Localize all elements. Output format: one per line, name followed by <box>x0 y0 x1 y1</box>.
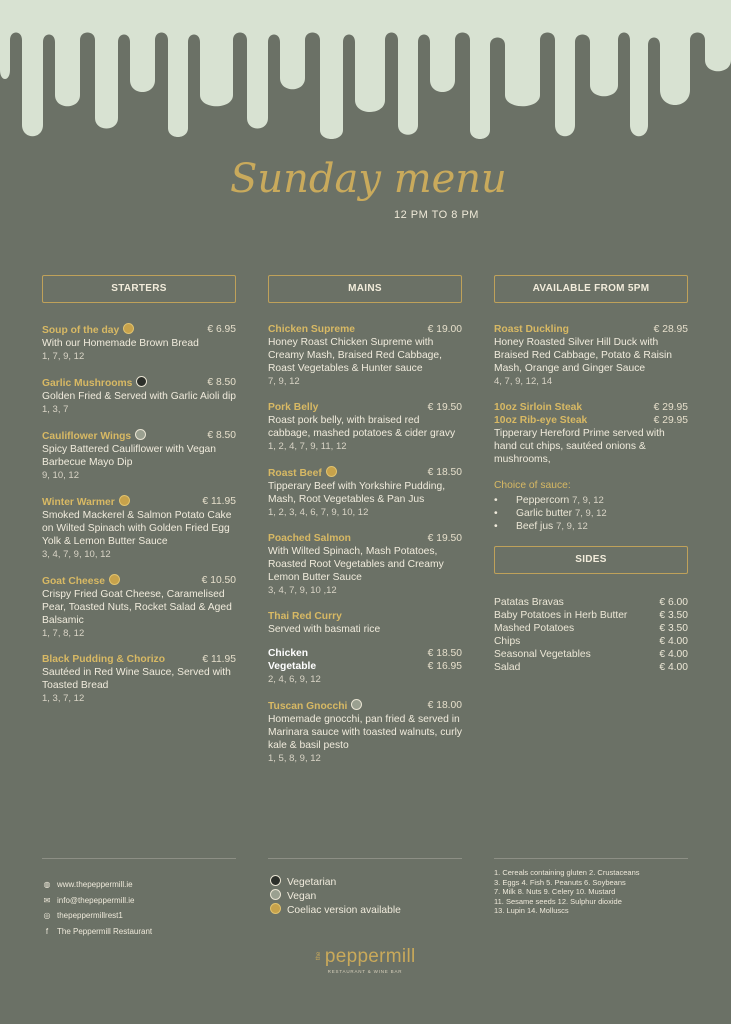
sauce-choice-title: Choice of sauce: <box>494 480 571 491</box>
menu-item <box>42 376 236 416</box>
contact-links <box>42 877 152 939</box>
coeliac-icon <box>326 466 337 477</box>
item-allergens: 1, 2, 3, 4, 6, 7, 9, 10, 12 <box>268 507 369 518</box>
side-item <box>494 609 688 622</box>
vegan-icon <box>270 889 281 900</box>
menu-item <box>42 323 236 363</box>
vegan-icon <box>351 699 362 710</box>
item-allergens: 4, 7, 9, 12, 14 <box>494 376 553 387</box>
footer-divider <box>268 858 462 859</box>
item-allergens: 7, 9, 12 <box>268 376 300 387</box>
item-name: Roast Duckling <box>494 324 569 335</box>
legend-item: Vegan <box>268 889 401 903</box>
menu-hours: 12 PM TO 8 PM <box>394 209 479 221</box>
facebook-icon: f <box>45 926 49 936</box>
starters-heading: STARTERS <box>42 275 236 303</box>
item-price: € 18.50 <box>427 467 462 478</box>
globe-icon: ◍ <box>43 880 51 889</box>
item-name: Soup of the day <box>42 325 120 336</box>
peppermill-logo: the peppermill RESTAURANT & WINE BAR <box>315 946 416 974</box>
allergen-line: 13. Lupin 14. Molluscs <box>494 906 569 916</box>
item-name: Pork Belly <box>268 402 319 413</box>
available-from-5pm-column <box>494 275 688 674</box>
sauce-option: • Peppercorn 7, 9, 12 <box>494 494 688 507</box>
coeliac-icon <box>270 903 281 914</box>
side-item <box>494 635 688 648</box>
item-description: Homemade gnocchi, pan fried & served in Marinara sauce with toasted walnuts, curly kale & basil pesto <box>268 714 463 751</box>
item-price: € 8.50 <box>207 430 236 441</box>
menu-item <box>42 653 236 705</box>
steak-name: 10oz Sirloin Steak <box>494 402 583 413</box>
available-heading: AVAILABLE FROM 5PM <box>494 275 688 303</box>
menu-item <box>42 429 236 482</box>
instagram-link[interactable]: ◎ thepeppermillrest1 <box>42 908 152 924</box>
item-description: Spicy Battered Cauliflower with Vegan Barbecue Mayo Dip <box>42 444 216 468</box>
website-link[interactable]: ◍ www.thepeppermill.ie <box>42 877 152 893</box>
item-price: € 10.50 <box>201 575 236 586</box>
side-item <box>494 648 688 661</box>
item-description: Golden Fried & Served with Garlic Aioli dip <box>42 391 237 402</box>
side-item <box>494 661 688 674</box>
coeliac-icon <box>119 495 130 506</box>
side-price: € 3.50 <box>659 610 688 621</box>
item-name: Poached Salmon <box>268 533 351 544</box>
item-allergens: 1, 7, 9, 12 <box>42 351 85 362</box>
envelope-icon: ✉ <box>43 895 51 905</box>
menu-item <box>268 323 462 388</box>
item-description: Crispy Fried Goat Cheese, Caramelised Pear, Toasted Nuts, Rocket Salad & Aged Balsamic <box>42 589 232 626</box>
allergen-key <box>494 868 640 916</box>
side-price: € 4.00 <box>659 636 688 647</box>
side-price: € 3.50 <box>659 623 688 634</box>
footer-divider <box>494 858 688 859</box>
item-description: Tipperary Beef with Yorkshire Pudding, Mash, Root Vegetables & Pan Jus <box>268 481 446 505</box>
starters-column <box>42 275 236 718</box>
sauce-list <box>494 494 688 533</box>
item-price: € 11.95 <box>202 654 236 665</box>
steak-item <box>494 401 688 533</box>
side-name: Baby Potatoes in Herb Butter <box>494 610 628 621</box>
menu-item <box>268 610 462 636</box>
item-description: With Wilted Spinach, Mash Potatoes, Roasted Root Vegetables and Creamy Lemon Butter Sauce <box>268 546 444 583</box>
item-price: € 8.50 <box>207 377 236 388</box>
coeliac-icon <box>109 574 120 585</box>
menu-item <box>494 323 688 388</box>
item-price: € 19.50 <box>427 533 462 544</box>
sides-list <box>494 596 688 674</box>
menu-item <box>268 401 462 453</box>
menu-item <box>42 495 236 561</box>
item-name: Black Pudding & Chorizo <box>42 654 165 665</box>
menu-item <box>42 574 236 640</box>
footer-divider <box>42 858 236 859</box>
coeliac-icon <box>123 323 134 334</box>
steak-price: € 29.95 <box>653 402 688 413</box>
item-allergens: 1, 3, 7, 12 <box>42 693 85 704</box>
item-allergens: 9, 10, 12 <box>42 470 79 481</box>
legend-item: Vegetarian <box>268 875 401 889</box>
curry-options <box>268 647 462 686</box>
item-name: Cauliflower Wings <box>42 431 132 442</box>
item-name: Goat Cheese <box>42 576 105 587</box>
item-allergens: 1, 7, 8, 12 <box>42 628 85 639</box>
legend-item: Coeliac version available <box>268 903 401 917</box>
side-name: Seasonal Vegetables <box>494 649 591 660</box>
item-description: Honey Roasted Silver Hill Duck with Braised Red Cabbage, Potato & Raisin Mash, Orange and Ginger Sauce <box>494 337 673 374</box>
side-name: Patatas Bravas <box>494 597 564 608</box>
item-allergens: 1, 2, 4, 7, 9, 11, 12 <box>268 441 347 452</box>
item-price: € 18.00 <box>427 700 462 711</box>
item-allergens: 3, 4, 7, 9, 10, 12 <box>42 549 111 560</box>
sauce-option: • Beef jus 7, 9, 12 <box>494 520 688 533</box>
item-price: € 19.50 <box>427 402 462 413</box>
facebook-link[interactable]: f The Peppermill Restaurant <box>42 924 152 940</box>
item-description: Smoked Mackerel & Salmon Potato Cake on Wilted Spinach with Golden Fried Egg Yolk & Lemon Butter Sauce <box>42 510 232 547</box>
item-name: Tuscan Gnocchi <box>268 701 348 712</box>
curry-option-price: € 18.50 <box>427 648 462 659</box>
item-description: With our Homemade Brown Bread <box>42 338 199 349</box>
item-price: € 11.95 <box>202 496 236 507</box>
item-description: Roast pork belly, with braised red cabbage, mashed potatoes & cider gravy <box>268 415 456 439</box>
item-name: Chicken Supreme <box>268 324 355 335</box>
item-name: Roast Beef <box>268 468 322 479</box>
sides-heading: SIDES <box>494 546 688 574</box>
side-name: Mashed Potatoes <box>494 623 575 634</box>
side-price: € 4.00 <box>659 662 688 673</box>
side-price: € 4.00 <box>659 649 688 660</box>
vegan-icon <box>135 429 146 440</box>
menu-item <box>268 532 462 597</box>
dripping-paint-border <box>0 0 731 140</box>
item-price: € 28.95 <box>653 324 688 335</box>
item-name: Garlic Mushrooms <box>42 378 133 389</box>
vegetarian-icon <box>136 376 147 387</box>
steak-description: Tipperary Hereford Prime served with hand cut chips, sautéed onions & mushrooms, <box>494 428 665 465</box>
item-price: € 6.95 <box>207 324 236 335</box>
item-allergens: 3, 4, 7, 9, 10 ,12 <box>268 585 337 596</box>
email-link[interactable]: ✉ info@thepeppermill.ie <box>42 893 152 909</box>
item-allergens: 1, 3, 7 <box>42 404 69 415</box>
curry-allergens: 2, 4, 6, 9, 12 <box>268 674 321 685</box>
mains-heading: MAINS <box>268 275 462 303</box>
curry-option-price: € 16.95 <box>427 661 462 672</box>
side-name: Chips <box>494 636 521 647</box>
allergen-line: 3. Eggs 4. Fish 5. Peanuts 6. Soybeans <box>494 877 626 887</box>
menu-item <box>268 699 462 765</box>
curry-option-name: Chicken <box>268 648 309 659</box>
sauce-option: • Garlic butter 7, 9, 12 <box>494 507 688 520</box>
item-description: Honey Roast Chicken Supreme with Creamy Mash, Braised Red Cabbage, Roast Vegetables & Hunter sauce <box>268 337 442 374</box>
curry-option-name: Vegetable <box>268 661 317 672</box>
item-description: Sautéed in Red Wine Sauce, Served with Toasted Bread <box>42 667 231 691</box>
vegetarian-icon <box>270 875 281 886</box>
item-name: Thai Red Curry <box>268 611 342 622</box>
steak-price: € 29.95 <box>653 415 688 426</box>
allergen-line: 11. Sesame seeds 12. Sulphur dioxide <box>494 896 622 906</box>
dietary-legend <box>268 875 401 917</box>
mains-column <box>268 275 462 778</box>
side-item <box>494 622 688 635</box>
steak-name: 10oz Rib-eye Steak <box>494 415 588 426</box>
side-price: € 6.00 <box>659 597 688 608</box>
side-name: Salad <box>494 662 521 673</box>
item-name: Winter Warmer <box>42 497 115 508</box>
item-allergens: 1, 5, 8, 9, 12 <box>268 753 321 764</box>
allergen-line: 1. Cereals containing gluten 2. Crustaceans <box>494 868 640 877</box>
allergen-line: 7. Milk 8. Nuts 9. Celery 10. Mustard <box>494 887 616 897</box>
menu-item <box>268 466 462 519</box>
item-description: Served with basmati rice <box>268 624 381 635</box>
menu-title-script: Sunday menu <box>230 156 507 202</box>
side-item <box>494 596 688 609</box>
item-price: € 19.00 <box>427 324 462 335</box>
instagram-icon: ◎ <box>43 911 51 920</box>
